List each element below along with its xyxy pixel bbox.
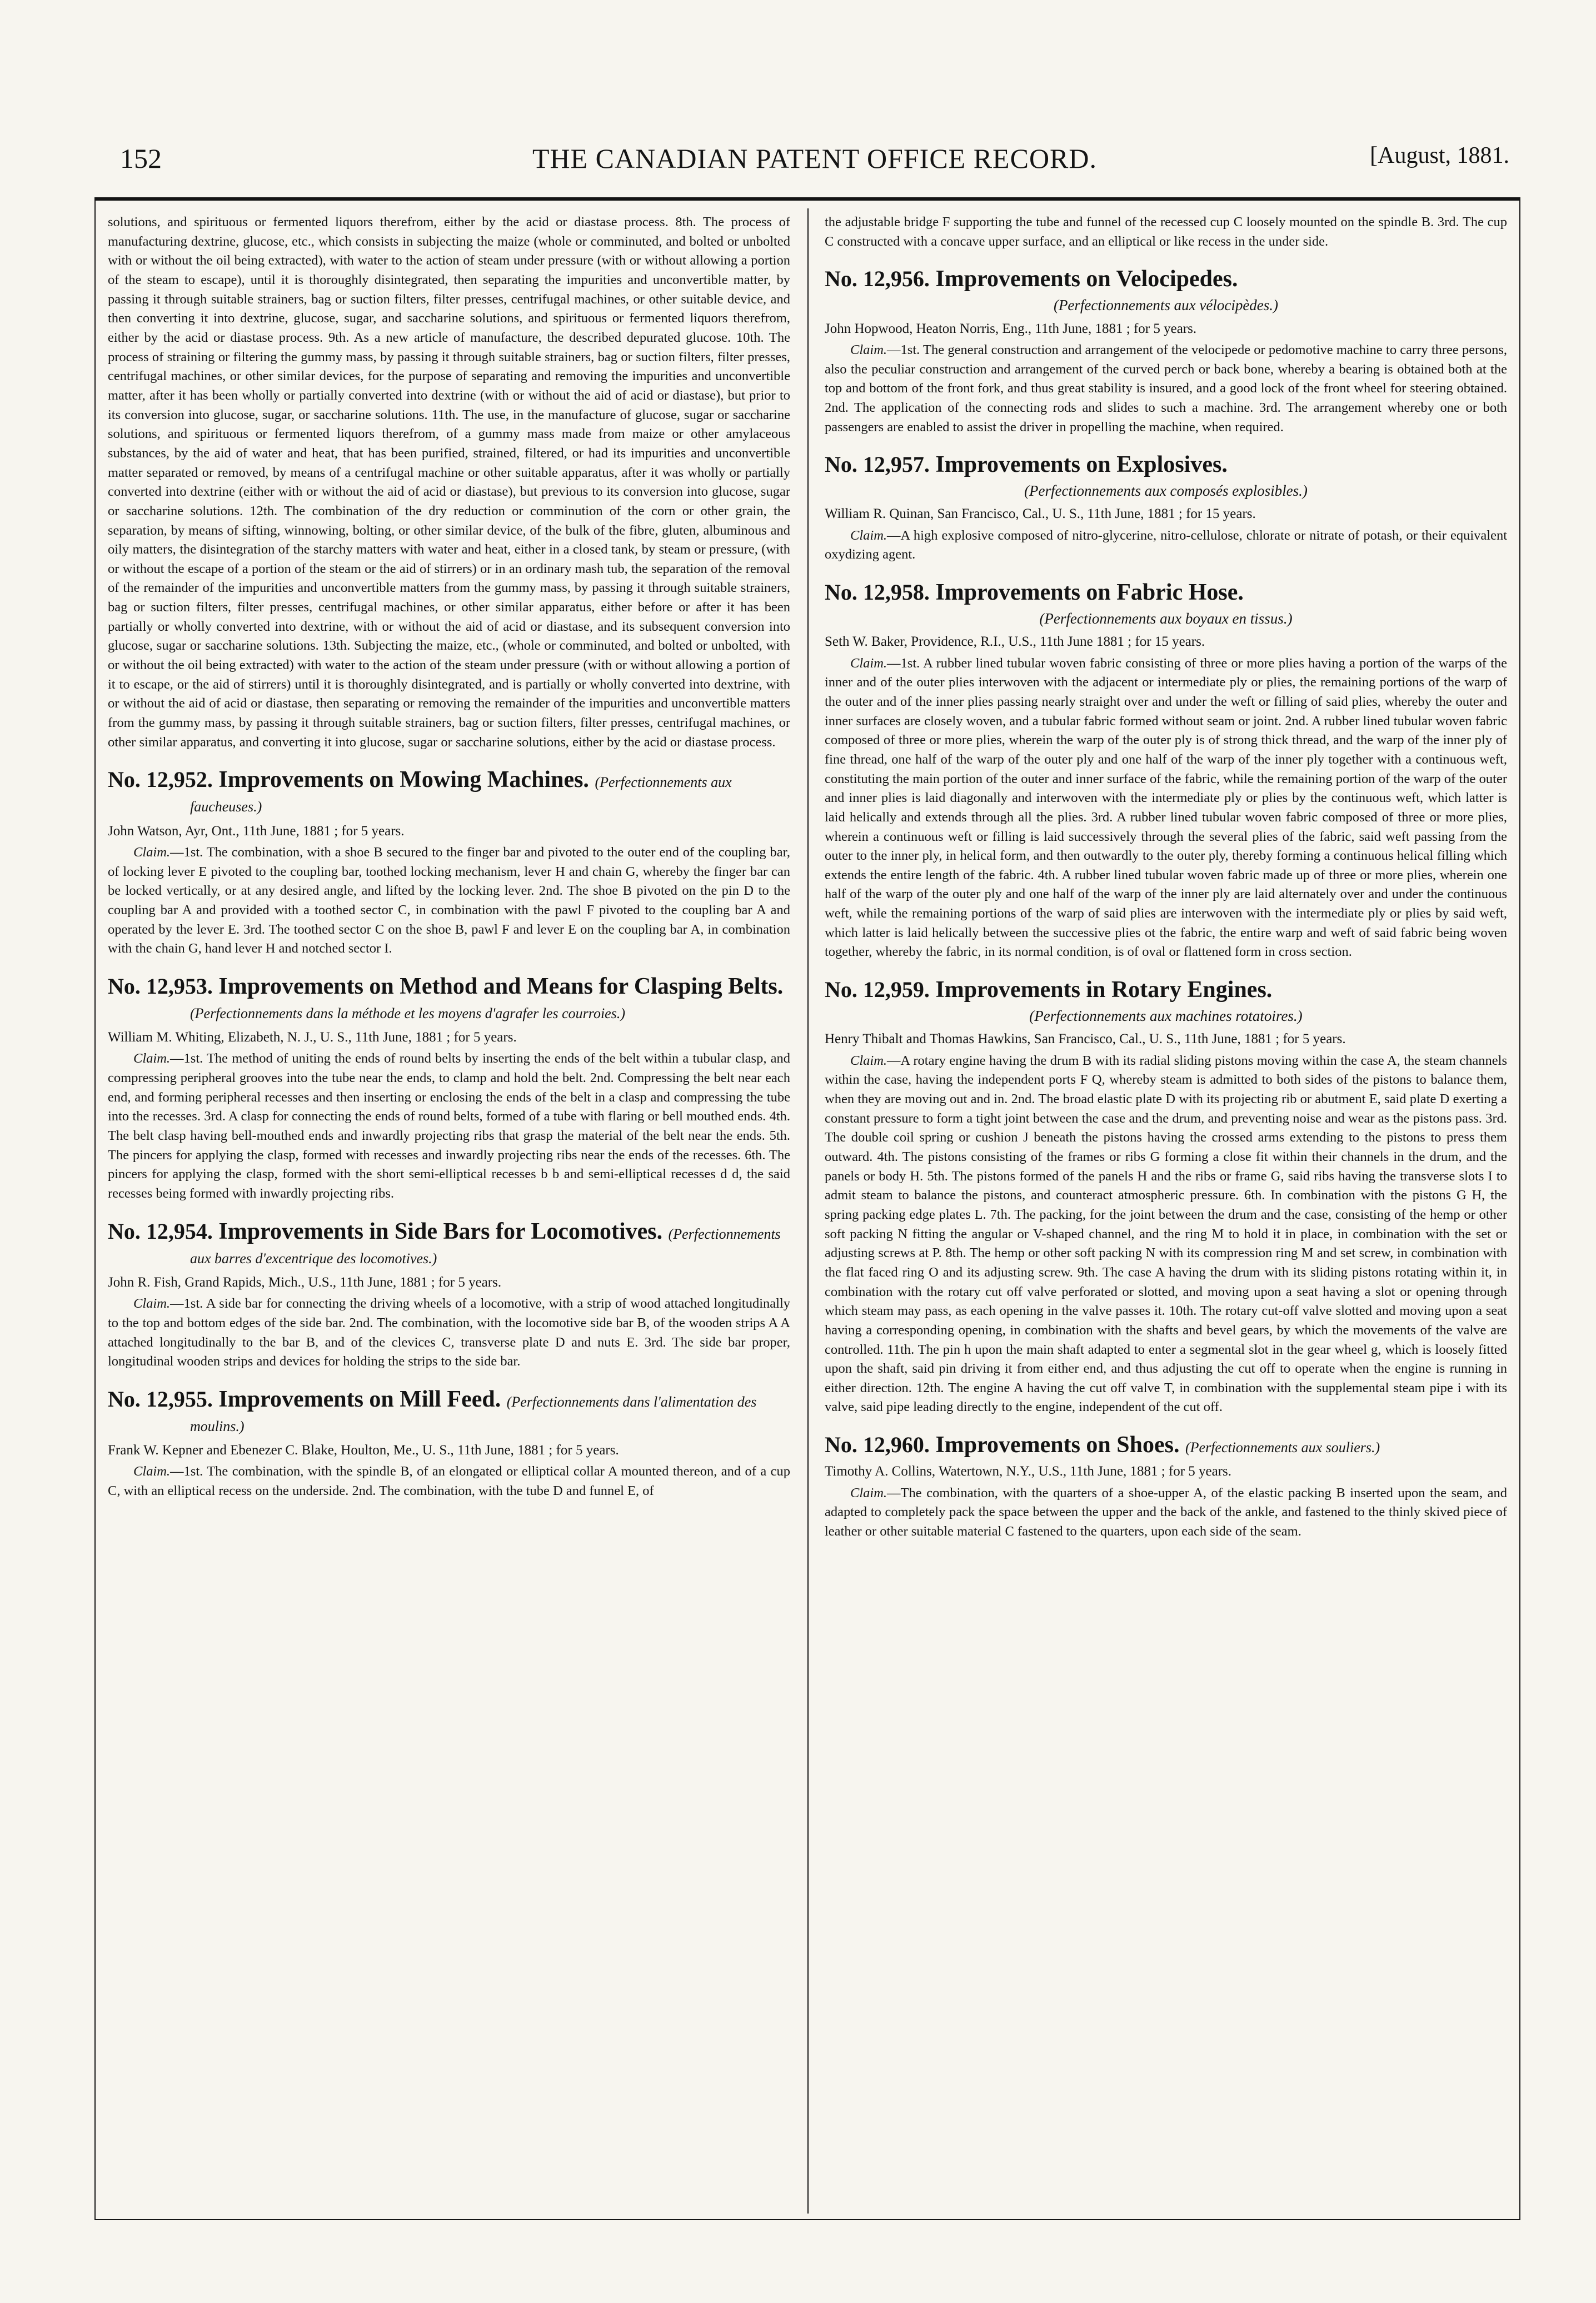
claim-text: —A high explosive composed of nitro-glycerine, nitro-cellulose, chlorate or nitrate of potash, or their equivalent oxydizing agent. bbox=[825, 527, 1507, 562]
patent-heading bbox=[825, 1433, 1507, 1457]
patent-number: No. 12,958. bbox=[825, 580, 930, 605]
patent-heading bbox=[108, 767, 790, 816]
patent-entry-12952 bbox=[108, 767, 790, 959]
claim-text: —1st. A rubber lined tubular woven fabric consisting of three or more plies having a portion of the warps of the inner and of the outer plies interwoven with the adjacent or intermediate ply or plies, the remaining portions of the warp of the outer and of the inner plies passing nearly straight over and under the weft or filling of said plies, whereby the outer and inner surfaces are closely woven, and a tubular fabric formed without seam or joint. 2nd. A rubber lined tubular woven fabric composed of three or more plies, wherein the warp of the outer ply is of strong thick thread, and the warp of the inner ply of fine thread, one half of the warp of the outer ply and one half of the warp of the inner ply together with a continuous weft, constituting the main portion of the outer and inner surface of the fabric, while the remaining portion of the warp of the outer and inner plies is laid diagonally and interwoven with the intermediate ply or plies by the continuous weft, which latter is laid helically and extends through all the plies. 3rd. A rubber lined tubular woven fabric composed of three or more plies, wherein a continuous weft or filling is laid successively through the several plies of the fabric, said weft passing from the outer to the inner ply, in helical form, and then outwardly to the outer ply, thereby forming a continuous helical filling which extends the entire length of the fabric. 4th. A rubber lined tubular woven fabric made up of three or more plies, wherein one half of the warp of the outer ply and one half of the warp of the inner ply are laid alternately over and under the continuous weft, while the remaining portions of the warp of said plies are interwoven with the intermediate ply or plies by said weft, which latter is laid helically between the successive plies ot the fabric, the entire warp and weft of said fabric being woven together, whereby the fabric, in its normal condition, is of oval or flattened form in cross section. bbox=[825, 655, 1507, 960]
patent-heading bbox=[825, 978, 1507, 1002]
claim-label: Claim. bbox=[133, 844, 171, 860]
claim-text: —The combination, with the quarters of a shoe-upper A, of the elastic packing B inserted upon the seam, and adapted to completely pack the space between the upper and the back of the ankle, and fastened to the thinly skived piece of leather or other suitable material C fastened to the quarters, upon each side of the seam. bbox=[825, 1485, 1507, 1539]
patent-title: Improvements on Fabric Hose. bbox=[935, 580, 1244, 606]
patent-number: No. 12,960. bbox=[825, 1432, 930, 1458]
patent-entry-12956 bbox=[825, 267, 1507, 437]
patent-number: No. 12,954. bbox=[108, 1218, 213, 1244]
claim-label: Claim. bbox=[850, 1485, 887, 1501]
patent-inventor: John Hopwood, Heaton Norris, Eng., 11th June, 1881 ; for 5 years. bbox=[825, 321, 1197, 336]
claim-label: Claim. bbox=[133, 1464, 171, 1479]
patent-claim bbox=[825, 654, 1507, 963]
patent-heading bbox=[108, 1219, 790, 1268]
page-header bbox=[120, 139, 1509, 183]
patent-inventor: John Watson, Ayr, Ont., 11th June, 1881 ; for 5 years. bbox=[108, 823, 405, 839]
patent-heading bbox=[825, 580, 1507, 605]
patent-entry-12954 bbox=[108, 1219, 790, 1372]
patent-claim bbox=[108, 1049, 790, 1203]
patent-entry-12957 bbox=[825, 452, 1507, 565]
patent-number: No. 12,957. bbox=[825, 452, 930, 477]
patent-french-title: (Perfectionnements aux composés explosibles.) bbox=[1024, 482, 1308, 500]
patent-claim bbox=[825, 1484, 1507, 1542]
patent-french-title: (Perfectionnements aux machines rotatoires.) bbox=[1029, 1008, 1303, 1025]
patent-inventor: William R. Quinan, San Francisco, Cal., U. S., 11th June, 1881 ; for 15 years. bbox=[825, 506, 1256, 522]
left-column bbox=[108, 213, 790, 2211]
patent-claim bbox=[825, 1051, 1507, 1417]
patent-inventor: Frank W. Kepner and Ebenezer C. Blake, Houlton, Me., U. S., 11th June, 1881 ; for 5 years. bbox=[108, 1443, 619, 1458]
patent-title: Improvements in Rotary Engines. bbox=[935, 977, 1273, 1003]
patent-french-title: (Perfectionnements dans l'alimentation des moulins.) bbox=[190, 1393, 757, 1434]
patent-claim bbox=[108, 843, 790, 959]
patent-french-title: (Perfectionnements aux souliers.) bbox=[1185, 1439, 1380, 1456]
patent-french-title: (Perfectionnements aux vélocipèdes.) bbox=[1053, 297, 1279, 314]
patent-inventor: John R. Fish, Grand Rapids, Mich., U.S., 11th June, 1881 ; for 5 years. bbox=[108, 1274, 502, 1290]
patent-inventor: Seth W. Baker, Providence, R.I., U.S., 11th June 1881 ; for 15 years. bbox=[825, 634, 1205, 650]
patent-title: Improvements on Shoes. bbox=[935, 1432, 1180, 1458]
patent-claim bbox=[108, 1462, 790, 1501]
patent-entry-12960 bbox=[825, 1433, 1507, 1541]
patent-heading bbox=[108, 1387, 790, 1436]
claim-text: —1st. The combination, with the spindle B, of an elongated or elliptical collar A mounted thereon, and of a cup C, with an elliptical recess on the underside. 2nd. The combination, with the tube D and funnel E, of bbox=[108, 1464, 790, 1499]
patent-french-title: (Perfectionnements aux barres d'excentrique des locomotives.) bbox=[190, 1225, 781, 1267]
patent-number: No. 12,952. bbox=[108, 767, 213, 792]
patent-claim bbox=[825, 341, 1507, 437]
page-number: 152 bbox=[120, 143, 162, 174]
claim-text: —1st. A side bar for connecting the driving wheels of a locomotive, with a strip of wood attached longitudinally to the top and bottom edges of the side bar. 2nd. The combination, with the locomotive side bar B, of the wooden strips A A attached longitudinally to the bar B, and of the clevices C, transverse plate D and nuts E. 3rd. The side bar proper, longitudinal wooden strips and devices for holding the strips to the side bar. bbox=[108, 1296, 790, 1369]
continuation-text: solutions, and spirituous or fermented liquors therefrom, either by the acid or diastase process. 8th. The process of manufacturing dextrine, glucose, etc., which consists in subjecting the maize (whole or comminuted, and bolted or unbolted with or without the oil being extracted), with water to the action of steam under pressure (with or without allowing a portion of the steam to escape), until it is thoroughly disintegrated, then separating the impurities and unconvertible matter, by passing it through suitable strainers, bag or suction filters, filter presses, centrifugal machines, or other suitable device, and then converting it into dextrine, glucose, sugar, and saccharine solutions, and spirituous or fermented liquors therefrom, either by the acid or diastase process. 9th. As a new article of manufacture, the described depurated glucose. 10th. The process of straining or filtering the gummy mass, by passing it through suitable strainers, bag or suction filters, filter presses, centrifugal machines, or other similar devices, for the purpose of separating and removing the impurities and unconvertible matter, after it has been wholly or partially converted into dextrine (with or without the aid of acid or diastase), but prior to its conversion into glucose, sugar, or saccharine solutions. 11th. The use, in the manufacture of glucose, sugar or saccharine solutions, and spirituous or fermented liquors therefrom, of a gummy mass made from maize or other amylaceous substances, by the aid of water and heat, that has been purified, strained, filtered, or had its impurities and unconvertible matter separated or removed, by means of a centrifugal machine or other suitable apparatus, after it was wholly or partially converted into dextrine (either with or without the aid of acid or diastase), but previous to its conversion into glucose, sugar or saccharine solutions. 12th. The combination of the dry reduction or comminution of the corn or other grain, the separation, by means of sifting, winnowing, bolting, or other similar device, of the bulk of the fibre, gluten, albuminous and oily matters, the disintegration of the starchy matters with water and heat, either in a closed tank, by steam or pressure, (with or without the escape of a portion of the steam or the aid of stirrers) or in an ordinary mash tub, the separation of the removal of the remainder of the impurities and unconvertible matters from the gummy mass, by passing it through suitable strainers, bag or suction filters, filter presses, centrifugal machines, or other similar apparatus, either before or after it has been partially or wholly converted into dextrine, with or without the aid of acid or diastase, and its subsequent conversion into glucose, sugar or saccharine solutions. 13th. Subjecting the maize, etc., (whole or comminuted, and bolted or unbolted, with or without the oil being extracted) with water to the action of the steam under pressure (with or without allowing a portion of it to escape, or the aid of stirrers) until it is thoroughly disintegrated, and is partially or wholly converted into dextrine, with or without the aid of acid or diastase, then separating or removing the remainder of the impurities and unconvertible matters from the gummy mass, by passing it through suitable strainers, bag or suction filters, filter presses, centrifugal machines, or other similar apparatus, and converting it into glucose, sugar or saccharine solutions, either by the acid or diastase process. bbox=[108, 215, 790, 750]
claim-label: Claim. bbox=[850, 1053, 887, 1068]
claim-label: Claim. bbox=[133, 1051, 171, 1066]
patent-claim bbox=[825, 526, 1507, 565]
continuation-text: the adjustable bridge F supporting the tube and funnel of the recessed cup C loosely mounted on the spindle B. 3rd. The cup C constructed with a concave upper surface, and an elliptical or like recess in the under side. bbox=[825, 215, 1507, 249]
claim-label: Claim. bbox=[850, 655, 887, 671]
column-divider bbox=[807, 208, 809, 2214]
patent-inventor: William M. Whiting, Elizabeth, N. J., U. S., 11th June, 1881 ; for 5 years. bbox=[108, 1030, 517, 1045]
claim-text: —1st. The method of uniting the ends of round belts by inserting the ends of the belt within a tubular clasp, and compressing peripheral grooves into the tube near the ends, to clamp and hold the belt. 2nd. Compressing the belt near each end, and forming peripheral recesses and then inserting or enclosing the ends of the belt in a clasp and compressing the tube into the recesses. 3rd. A clasp for connecting the ends of round belts, formed of a tube with flaring or bell mouthed ends. 4th. The belt clasp having bell-mouthed ends and inwardly projecting ribs that grasp the material of the belt near the ends. 5th. The pincers for applying the clasp, formed with recesses and inwardly projecting ribs near the ends of the recesses. 6th. The pincers for applying the clasp, formed with the short semi-elliptical recesses b b and semi-elliptical recesses d d, the said recesses being formed with inwardly projecting ribs. bbox=[108, 1051, 790, 1202]
patent-number: No. 12,956. bbox=[825, 266, 930, 292]
patent-french-title: (Perfectionnements dans la méthode et les moyens d'agrafer les courroies.) bbox=[190, 1005, 625, 1021]
patent-claim bbox=[108, 1294, 790, 1372]
patent-french-title: (Perfectionnements aux faucheuses.) bbox=[190, 774, 732, 815]
patent-number: No. 12,955. bbox=[108, 1386, 213, 1412]
patent-entry-12955 bbox=[108, 1387, 790, 1501]
patent-french-title: (Perfectionnements aux boyaux en tissus.) bbox=[1039, 610, 1293, 627]
page-title: THE CANADIAN PATENT OFFICE RECORD. bbox=[532, 143, 1098, 174]
patent-heading bbox=[825, 267, 1507, 291]
claim-label: Claim. bbox=[133, 1296, 171, 1312]
patent-title: Improvements on Explosives. bbox=[935, 452, 1228, 478]
patent-inventor: Henry Thibalt and Thomas Hawkins, San Francisco, Cal., U. S., 11th June, 1881 ; for 5 years. bbox=[825, 1031, 1346, 1047]
claim-text: —1st. The general construction and arrangement of the velocipede or pedomotive machine to carry three persons, also the peculiar construction and arrangement of the curved perch or back bone, whereby a bearing is obtained both at the top and bottom of the front fork, and thus great stability is insured, and a good lock of the front wheel for steering obtained. 2nd. The application of the connecting rods and slides to such a machine. 3rd. The arrangement whereby one or both passengers are enabled to assist the driver in propelling the machine, when required. bbox=[825, 342, 1507, 435]
patent-entry-12959 bbox=[825, 978, 1507, 1417]
patent-title: Improvements in Side Bars for Locomotives. bbox=[218, 1218, 663, 1244]
patent-entry-12953 bbox=[108, 974, 790, 1204]
patent-title: Improvements on Mill Feed. bbox=[218, 1386, 501, 1412]
patent-number: No. 12,959. bbox=[825, 977, 930, 1003]
claim-label: Claim. bbox=[850, 342, 887, 357]
patent-title: Improvements on Method and Means for Clasping Belts. bbox=[218, 973, 784, 999]
patent-title: Improvements on Velocipedes. bbox=[935, 266, 1238, 292]
patent-title: Improvements on Mowing Machines. bbox=[218, 767, 589, 793]
page-frame bbox=[94, 197, 1520, 2220]
patent-inventor: Timothy A. Collins, Watertown, N.Y., U.S., 11th June, 1881 ; for 5 years. bbox=[825, 1464, 1232, 1479]
claim-text: —1st. The combination, with a shoe B secured to the finger bar and pivoted to the outer end of the coupling bar, of locking lever E pivoted to the coupling bar, toothed locking mechanism, lever H and chain G, whereby the finger bar can be locked vertically, or at any desired angle, and lifted by the locking lever. 2nd. The shoe B pivoted on the pin D to the coupling bar A and provided with a toothed sector C, in combination with the pawl F pivoted to the coupling bar A and operated by the lever E. 3rd. The toothed sector C on the shoe B, pawl F and lever E on the coupling bar A, in combination with the chain G, hand lever H and notched sector I. bbox=[108, 844, 790, 956]
claim-label: Claim. bbox=[850, 527, 887, 543]
claim-text: —A rotary engine having the drum B with its radial sliding pistons moving within the case A, the steam channels within the case, having the independent ports F Q, whereby steam is admitted to both sides of the pistons to balance them, when they are moving out and in. 2nd. The broad elastic plate D with its projecting rib or abutment E, said plate D exerting a constant pressure to form a tight joint between the case and the drum, and preventing noise and wear as the pistons pass. 3rd. The double coil spring or cushion J beneath the pistons having the crossed arms extending to the pistons to press them outward. 4th. The pistons consisting of the frames or ribs G forming a close fit within their channels in the drum, and the panels or body H. 5th. The pistons formed of the panels H and the ribs or frame G, said ribs having the transverse slots I to admit steam to balance the pistons, and counteract atmospheric pressure. 6th. In combination with the pistons G H, the spring packing edge plates L. 7th. The packing, for the joint between the drum and the case, consisting of the hemp or other soft packing N fitting the angular or V-shaped channel, and the ring M to hold it in place, in combination with the set or adjusting screws at P. 8th. The hemp or other soft packing N with its compression ring M and set screw, in combination with the flat faced ring O and its adjusting screw. 9th. The case A having the drum with its sliding pistons rotating within it, in combination with the rotary cut off valve perforated or slotted, and moving upon a seat having a slot or opening through which steam may pass, as each opening in the valve passes it. 10th. The rotary cut-off valve slotted and moving upon a seat having a corresponding opening, in combination with the shafts and bevel gears, by which the movements of the valve are controlled. 11th. The pin h upon the main shaft adapted to enter a segmental slot in the gear wheel g, which is loosely fitted upon the shaft, said pin driving it from either end, and thus adjusting the cut off to operate when the engine is running in either direction. 12th. The engine A having the cut off valve T, in combination with the supplemental steam pipe i with its valve, said pipe leading directly to the engine, independent of the cut off. bbox=[825, 1053, 1507, 1415]
right-column bbox=[825, 213, 1507, 2211]
patent-number: No. 12,953. bbox=[108, 973, 213, 999]
patent-heading bbox=[108, 974, 790, 1023]
patent-entry-12958 bbox=[825, 580, 1507, 962]
patent-heading bbox=[825, 452, 1507, 477]
issue-date: [August, 1881. bbox=[1370, 143, 1509, 168]
